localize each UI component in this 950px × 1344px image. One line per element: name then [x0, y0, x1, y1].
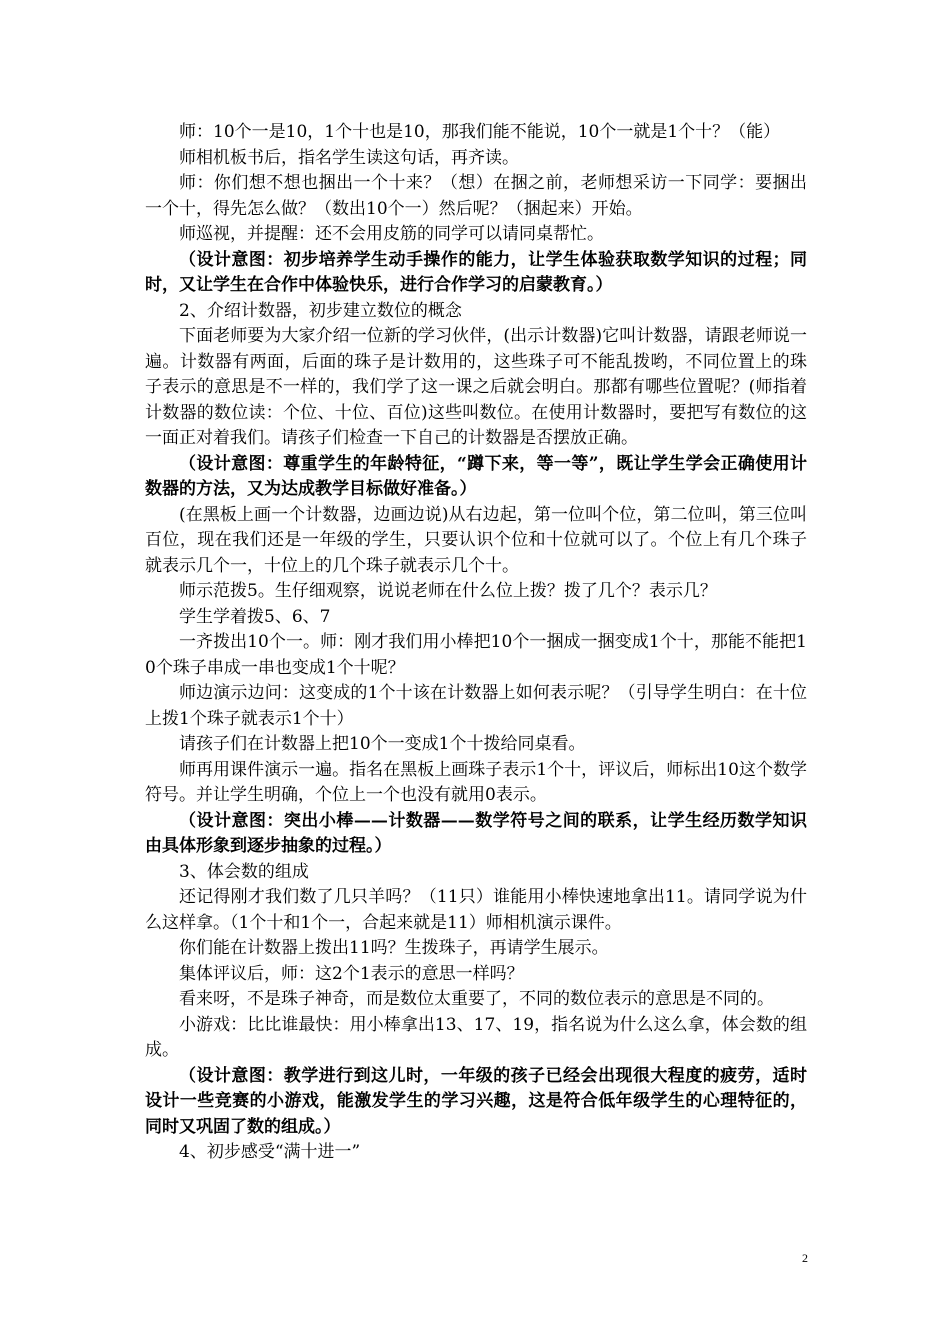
- paragraph: 师示范拨5。生仔细观察，说说老师在什么位上拨？拨了几个？表示几？: [179, 581, 717, 601]
- paragraph: 师：10个一是10，1个十也是10，那我们能不能说，10个一就是1个十？（能）: [179, 122, 781, 142]
- design-intent-note: （设计意图：尊重学生的年龄特征，“蹲下来，等一等”，既让学生学会正确使用计数器的方法，又为达成教学目标做好准备。）: [145, 453, 807, 499]
- paragraph: 学生学着拨5、6、7: [179, 606, 331, 627]
- paragraph: 小游戏：比比谁最快：用小棒拿出13、17、19，指名说为什么这么拿，体会数的组成。: [145, 1014, 807, 1060]
- paragraph: 师再用课件演示一遍。指名在黑板上画珠子表示1个十，评议后，师标出10这个数学符号。并让学生明确，个位上一个也没有就用0表示。: [145, 759, 807, 805]
- paragraph: 下面老师要为大家介绍一位新的学习伙伴，(出示计数器)它叫计数器，请跟老师说一遍。计数器有两面，后面的珠子是计数用的，这些珠子可不能乱拨哟，不同位置上的珠子表示的意思是不一样的，我们学了这一课之后就会明白。那都有哪些位置呢？(师指着计数器的数位读：个位、十位、百位)这些叫数位。在使用计数器时，要把写有数位的这一面正对着我们。请孩子们检查一下自己的计数器是否摆放正确。: [145, 326, 807, 448]
- page-number: 2: [802, 1251, 808, 1265]
- design-intent-note: （设计意图：教学进行到这儿时，一年级的孩子已经会出现很大程度的疲劳，适时设计一些竞赛的小游戏，能激发学生的学习兴趣，这是符合低年级学生的心理特征的，同时又巩固了数的组成。）: [145, 1065, 807, 1137]
- section-heading: 3、体会数的组成: [179, 861, 309, 882]
- paragraph: 看来呀，不是珠子神奇，而是数位太重要了，不同的数位表示的意思是不同的。: [179, 989, 774, 1009]
- paragraph: 师：你们想不想也捆出一个十来？（想）在捆之前，老师想采访一下同学：要捆出一个十，得先怎么做？（数出10个一）然后呢？（捆起来）开始。: [145, 173, 807, 219]
- paragraph: 你们能在计数器上拨出11吗？生拨珠子，再请学生展示。: [179, 938, 609, 958]
- design-intent-note: （设计意图：初步培养学生动手操作的能力，让学生体验获取数学知识的过程；同时，又让学生在合作中体验快乐，进行合作学习的启蒙教育。）: [145, 249, 807, 295]
- document-page: [145, 120, 807, 1166]
- paragraph: 还记得刚才我们数了几只羊吗？（11只）谁能用小棒快速地拿出11。请同学说为什么这样拿。（1个十和1个一，合起来就是11）师相机演示课件。: [145, 887, 807, 933]
- paragraph: 师巡视，并提醒：还不会用皮筋的同学可以请同桌帮忙。: [179, 224, 604, 244]
- section-heading: 2、介绍计数器，初步建立数位的概念: [179, 300, 462, 321]
- paragraph: 师边演示边问：这变成的1个十该在计数器上如何表示呢？（引导学生明白：在十位上拨1个珠子就表示1个十）: [145, 683, 807, 729]
- design-intent-note: （设计意图：突出小棒——计数器——数学符号之间的联系，让学生经历数学知识由具体形象到逐步抽象的过程。）: [145, 810, 807, 856]
- paragraph: 请孩子们在计数器上把10个一变成1个十拨给同桌看。: [179, 734, 586, 754]
- paragraph: 师相机板书后，指名学生读这句话，再齐读。: [179, 147, 519, 168]
- paragraph: 一齐拨出10个一。师：刚才我们用小棒把10个一捆成一捆变成1个十，那能不能把10个珠子串成一串也变成1个十呢？: [145, 632, 807, 678]
- paragraph: (在黑板上画一个计数器，边画边说)从右边起，第一位叫个位，第二位叫，第三位叫百位，现在我们还是一年级的学生，只要认识个位和十位就可以了。个位上有几个珠子就表示几个一，十位上的几个珠子就表示几个十。: [145, 504, 807, 576]
- section-heading: 4、初步感受“满十进一”: [179, 1142, 361, 1162]
- paragraph: 集体评议后，师：这2个1表示的意思一样吗？: [179, 963, 524, 984]
